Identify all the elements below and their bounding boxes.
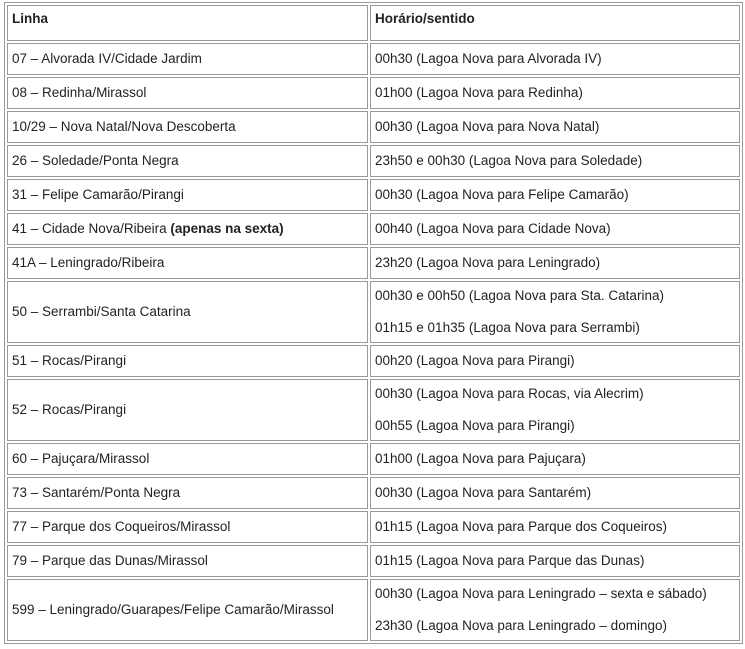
line-name: 26 – Soledade/Ponta Negra — [12, 153, 179, 168]
schedule-entry: 00h30 (Lagoa Nova para Leningrado – sexta e sábado) — [375, 586, 707, 601]
table-row — [7, 545, 740, 577]
line-name: 08 – Redinha/Mirassol — [12, 85, 147, 100]
header-schedule: Horário/sentido — [370, 5, 740, 41]
schedule-cell — [370, 179, 740, 211]
table-row — [7, 179, 740, 211]
table-row — [7, 345, 740, 377]
line-name: 10/29 – Nova Natal/Nova Descoberta — [12, 119, 236, 134]
schedule-entry: 01h00 (Lagoa Nova para Redinha) — [375, 85, 583, 100]
line-cell — [7, 379, 368, 441]
line-cell — [7, 545, 368, 577]
header-line: Linha — [7, 5, 368, 41]
table-body — [7, 43, 740, 641]
line-cell — [7, 213, 368, 245]
line-cell — [7, 145, 368, 177]
schedule-entry: 01h15 (Lagoa Nova para Parque das Dunas) — [375, 553, 645, 568]
schedule-entry: 00h30 (Lagoa Nova para Rocas, via Alecrim) — [375, 386, 644, 401]
table-row — [7, 145, 740, 177]
schedule-entry: 00h30 (Lagoa Nova para Santarém) — [375, 485, 592, 500]
table-row — [7, 379, 740, 441]
line-note: (apenas na sexta) — [170, 221, 284, 236]
line-cell — [7, 345, 368, 377]
line-cell — [7, 111, 368, 143]
schedule-entry: 01h15 e 01h35 (Lagoa Nova para Serrambi) — [375, 320, 640, 335]
line-cell — [7, 43, 368, 75]
bus-schedule-table — [4, 2, 743, 644]
schedule-entry: 00h30 (Lagoa Nova para Felipe Camarão) — [375, 187, 629, 202]
line-name: 51 – Rocas/Pirangi — [12, 353, 127, 368]
schedule-cell — [370, 111, 740, 143]
table-row — [7, 43, 740, 75]
schedule-cell — [370, 247, 740, 279]
schedule-cell — [370, 379, 740, 441]
line-name: 79 – Parque das Dunas/Mirassol — [12, 553, 208, 568]
schedule-cell — [370, 281, 740, 343]
schedule-cell — [370, 443, 740, 475]
schedule-cell — [370, 43, 740, 75]
line-name: 41 – Cidade Nova/Ribeira — [12, 221, 171, 236]
table-row — [7, 77, 740, 109]
line-cell — [7, 511, 368, 543]
line-cell — [7, 579, 368, 641]
schedule-entry: 00h30 (Lagoa Nova para Alvorada IV) — [375, 51, 602, 66]
table-row — [7, 579, 740, 641]
line-cell — [7, 247, 368, 279]
schedule-entry: 00h20 (Lagoa Nova para Pirangi) — [375, 353, 575, 368]
line-cell — [7, 281, 368, 343]
schedule-cell — [370, 77, 740, 109]
line-name: 31 – Felipe Camarão/Pirangi — [12, 187, 184, 202]
schedule-entry: 00h55 (Lagoa Nova para Pirangi) — [375, 418, 575, 433]
schedule-cell — [370, 145, 740, 177]
schedule-entry: 23h30 (Lagoa Nova para Leningrado – domingo) — [375, 618, 667, 633]
line-cell — [7, 443, 368, 475]
table-row — [7, 477, 740, 509]
table-row — [7, 213, 740, 245]
schedule-table-container — [4, 2, 743, 644]
line-name: 77 – Parque dos Coqueiros/Mirassol — [12, 519, 231, 534]
schedule-entry: 00h40 (Lagoa Nova para Cidade Nova) — [375, 221, 611, 236]
schedule-entry: 00h30 e 00h50 (Lagoa Nova para Sta. Catarina) — [375, 288, 664, 303]
table-row — [7, 247, 740, 279]
schedule-cell — [370, 511, 740, 543]
table-row — [7, 443, 740, 475]
table-row — [7, 511, 740, 543]
line-name: 41A – Leningrado/Ribeira — [12, 255, 165, 270]
line-name: 599 – Leningrado/Guarapes/Felipe Camarão/Mirassol — [12, 602, 334, 617]
schedule-cell — [370, 545, 740, 577]
schedule-entry: 23h50 e 00h30 (Lagoa Nova para Soledade) — [375, 153, 643, 168]
schedule-entry: 23h20 (Lagoa Nova para Leningrado) — [375, 255, 601, 270]
schedule-entry: 00h30 (Lagoa Nova para Nova Natal) — [375, 119, 600, 134]
line-cell — [7, 77, 368, 109]
line-name: 73 – Santarém/Ponta Negra — [12, 485, 181, 500]
schedule-cell — [370, 477, 740, 509]
schedule-cell — [370, 213, 740, 245]
schedule-cell — [370, 345, 740, 377]
line-name: 07 – Alvorada IV/Cidade Jardim — [12, 51, 202, 66]
table-row — [7, 281, 740, 343]
schedule-cell — [370, 579, 740, 641]
line-name: 52 – Rocas/Pirangi — [12, 402, 127, 417]
schedule-entry: 01h00 (Lagoa Nova para Pajuçara) — [375, 451, 586, 466]
table-row — [7, 111, 740, 143]
table-header-row — [7, 5, 740, 41]
line-name: 60 – Pajuçara/Mirassol — [12, 451, 150, 466]
line-name: 50 – Serrambi/Santa Catarina — [12, 304, 191, 319]
line-cell — [7, 477, 368, 509]
schedule-entry: 01h15 (Lagoa Nova para Parque dos Coqueiros) — [375, 519, 667, 534]
line-cell — [7, 179, 368, 211]
